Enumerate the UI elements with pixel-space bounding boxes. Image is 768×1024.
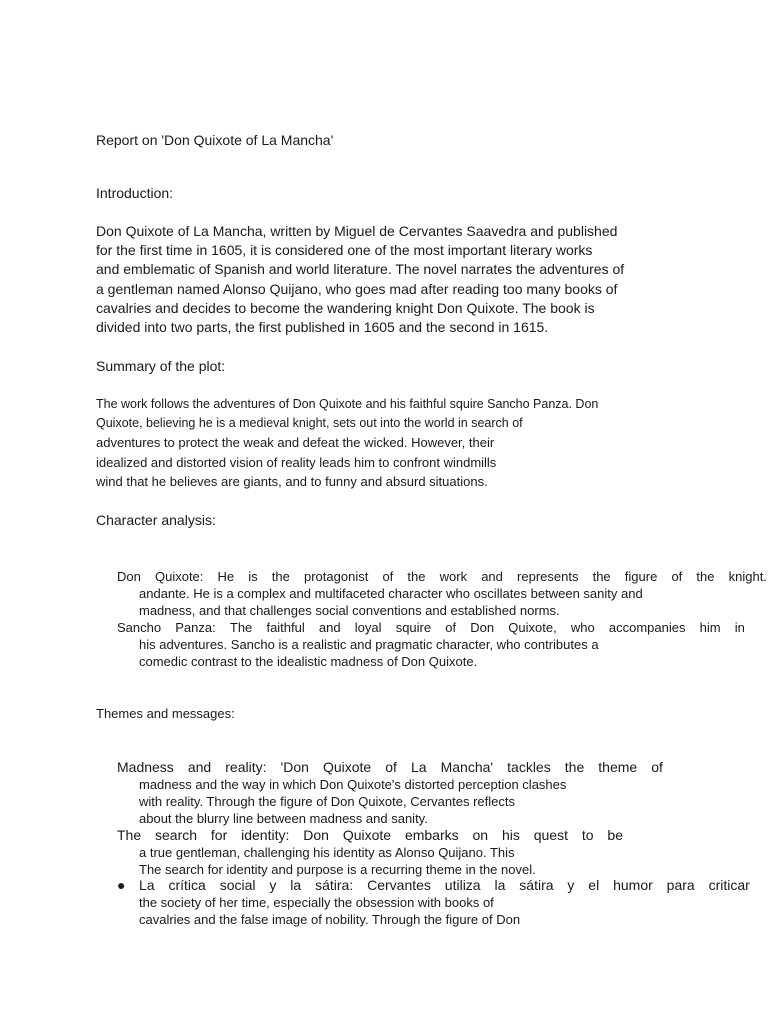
word: la xyxy=(494,877,506,893)
word: 'Don xyxy=(280,759,309,775)
word: protagonist xyxy=(304,569,369,584)
word: The xyxy=(117,827,142,843)
word: knight. xyxy=(728,569,767,584)
word: and xyxy=(481,569,503,584)
word: the xyxy=(592,569,611,584)
introduction-line: and emblematic of Spanish and world literature. The novel narrates the adventures of xyxy=(96,261,625,277)
word: of xyxy=(445,620,457,635)
character-don-quixote-line: andante. He is a complex and multifaceted character who oscillates between sanity and xyxy=(139,586,643,601)
word: la xyxy=(290,877,302,893)
theme-madness-line: about the blurry line between madness and sanity. xyxy=(139,811,428,826)
summary-line: adventures to protect the weak and defeat the wicked. However, their xyxy=(96,435,495,450)
word: el xyxy=(588,877,600,893)
word: tackles xyxy=(507,759,551,775)
word: the xyxy=(696,569,715,584)
theme-identity-line: a true gentleman, challenging his identity as Alonso Quijano. This xyxy=(139,845,515,860)
word: Sancho xyxy=(117,620,162,635)
word: search xyxy=(155,827,198,843)
word: Quixote, xyxy=(508,620,557,635)
word: Quixote: xyxy=(154,569,204,584)
word: para xyxy=(666,877,695,893)
word: represents xyxy=(517,569,579,584)
summary-line: Quixote, believing he is a medieval knight, sets out into the world in search of xyxy=(96,416,523,430)
word: quest xyxy=(533,827,568,843)
word: and xyxy=(318,620,341,635)
introduction-line: Don Quixote of La Mancha, written by Miguel de Cervantes Saavedra and published xyxy=(96,223,618,239)
bullet-icon: ● xyxy=(117,877,126,893)
introduction-heading: Introduction: xyxy=(96,185,174,201)
theme-critica-line: cavalries and the false image of nobility. Through the figure of Don xyxy=(139,912,521,927)
word: y xyxy=(269,877,277,893)
word: of xyxy=(385,759,397,775)
word: Don xyxy=(470,620,495,635)
summary-heading: Summary of the plot: xyxy=(96,358,226,374)
theme-critica-line: the society of her time, especially the obsession with books of xyxy=(139,895,494,910)
word: of xyxy=(651,759,663,775)
word: Madness xyxy=(117,759,174,775)
character-sancho-line: comedic contrast to the idealistic madness of Don Quixote. xyxy=(139,654,478,669)
word: to xyxy=(581,827,594,843)
introduction-line: for the first time in 1605, it is considered one of the most important literary works xyxy=(96,242,593,258)
word: of xyxy=(382,569,394,584)
word: the xyxy=(564,759,585,775)
summary-line: The work follows the adventures of Don Quixote and his faithful squire Sancho Panza. Don xyxy=(96,397,599,411)
word: on xyxy=(472,827,489,843)
word: loyal xyxy=(354,620,382,635)
word: in xyxy=(734,620,745,635)
word: social xyxy=(219,877,256,893)
word: sátira xyxy=(519,877,554,893)
word: He xyxy=(217,569,235,584)
word: the xyxy=(407,569,426,584)
word: be xyxy=(607,827,623,843)
word: Don xyxy=(303,827,329,843)
summary-line: idealized and distorted vision of reality leads him to confront windmills xyxy=(96,455,497,470)
word: him xyxy=(699,620,721,635)
word: of xyxy=(671,569,683,584)
character-don-quixote-line: madness, and that challenges social conventions and established norms. xyxy=(139,603,560,618)
word: work xyxy=(439,569,468,584)
word: for xyxy=(210,827,228,843)
characters-heading: Character analysis: xyxy=(96,512,216,528)
word: the xyxy=(271,569,290,584)
introduction-line: divided into two parts, the first published in 1605 and the second in 1615. xyxy=(96,319,549,335)
word: Cervantes xyxy=(367,877,431,893)
word: faithful xyxy=(266,620,305,635)
character-sancho-line: his adventures. Sancho is a realistic and pragmatic character, who contributes a xyxy=(139,637,599,652)
word: La xyxy=(139,877,155,893)
introduction-line: a gentleman named Alonso Quijano, who goes mad after reading too many books of xyxy=(96,281,618,297)
summary-line: wind that he believes are giants, and to funny and absurd situations. xyxy=(96,474,488,489)
word: theme xyxy=(598,759,638,775)
word: reality: xyxy=(225,759,267,775)
word: and xyxy=(187,759,212,775)
word: who xyxy=(570,620,595,635)
word: y xyxy=(567,877,575,893)
word: Don xyxy=(117,569,141,584)
word: squire xyxy=(395,620,432,635)
theme-identity-line: The search for identity and purpose is a recurring theme in the novel. xyxy=(139,862,536,877)
word: Quixote xyxy=(322,759,372,775)
theme-madness-line: madness and the way in which Don Quixote's distorted perception clashes xyxy=(139,777,567,792)
word: identity: xyxy=(241,827,290,843)
word: La xyxy=(410,759,427,775)
word: accompanies xyxy=(608,620,686,635)
word: embarks xyxy=(404,827,459,843)
word: his xyxy=(501,827,520,843)
word: sátira: xyxy=(315,877,354,893)
word: Quixote xyxy=(342,827,392,843)
word: utiliza xyxy=(444,877,481,893)
introduction-line: cavalries and decides to become the wandering knight Don Quixote. The book is xyxy=(96,300,595,316)
themes-heading: Themes and messages: xyxy=(96,706,235,721)
word: criticar xyxy=(708,877,750,893)
word: Mancha' xyxy=(440,759,494,775)
word: is xyxy=(248,569,258,584)
theme-madness-line: with reality. Through the figure of Don Quixote, Cervantes reflects xyxy=(139,794,515,809)
word: Panza: xyxy=(175,620,216,635)
word: The xyxy=(229,620,253,635)
word: humor xyxy=(613,877,653,893)
document-title: Report on 'Don Quixote of La Mancha' xyxy=(96,132,334,148)
word: crítica xyxy=(168,877,206,893)
word: figure xyxy=(624,569,658,584)
